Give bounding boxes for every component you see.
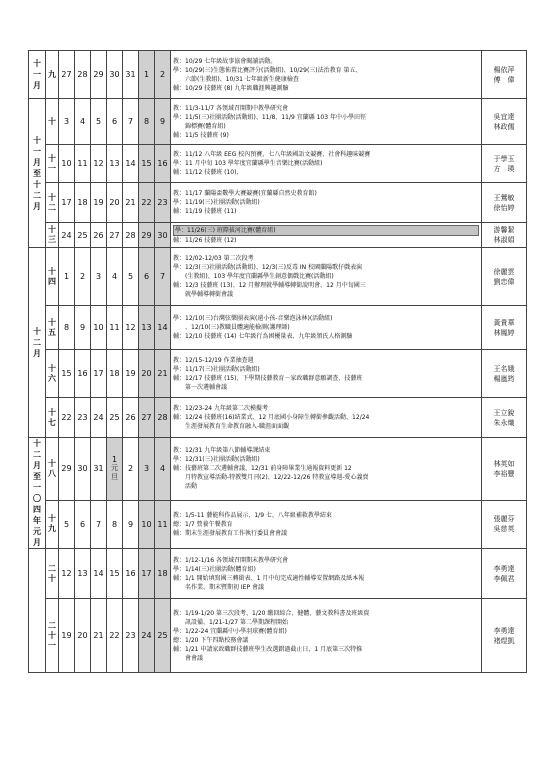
staff-name: 于學玉 [493,154,515,163]
calendar-day: 23 [123,599,139,673]
staff-name: 游馨絜 [493,226,515,234]
event-line: 學：11/5(三)社團活動(活動組)、11/8、11/9 宜蘭縣 103 年中小學田徑 [173,113,366,121]
calendar-day: 19 [59,599,75,673]
calendar-day: 18 [107,350,123,398]
week-row [29,51,527,99]
event-line: 學：12/3(三)社團活動(活動組)、12/3(三)反毒 IN 校園蘭陽歌仔戲表演 [173,264,363,271]
event-line: 教：11/17 蘭陽盃數學大賽競賽(宜蘭縣自然史教育館) [173,190,317,197]
holiday-label: 元 旦 [111,464,118,482]
calendar-day: 15 [139,145,155,183]
calendar-day: 9 [155,99,171,145]
calendar-day: 16 [75,350,91,398]
calendar-day: 7 [91,500,107,548]
week-number: 十 七 [46,398,59,438]
calendar-day: 30 [155,223,171,248]
responsible-staff [482,438,527,501]
week-row [29,145,527,183]
calendar-day: 10 [59,145,75,183]
week-row [29,350,527,398]
event-line: 就學輔導轉銜會議 [173,291,234,298]
week-number: 十 四 [46,248,59,306]
responsible-staff [482,183,527,223]
calendar-day: 5 [91,99,107,145]
calendar-day: 29 [59,438,75,501]
calendar-day: 9 [75,306,91,350]
staff-name: 褚煜凱 [493,636,515,645]
calendar-day: 1 元 旦 [107,438,123,501]
calendar-day: 28 [75,51,91,99]
responsible-staff [482,223,527,248]
calendar-day: 6 [139,248,155,306]
staff-name: 李勇達 [493,564,515,573]
calendar-day: 30 [75,438,91,501]
calendar-day: 6 [75,500,91,548]
event-line: 月特教宣導活動-特教雙月刊(2)、12/22-12/26 特教宣導週-愛心義賣 [173,474,369,482]
week-events [171,350,482,398]
calendar-day: 8 [59,306,75,350]
month-label: 十 二 月 [29,248,46,438]
calendar-day: 11 [107,306,123,350]
calendar-day: 8 [107,500,123,548]
staff-name: 李裕豐 [493,469,515,478]
calendar-day: 23 [75,398,91,438]
calendar-day: 6 [107,99,123,145]
event-line: 、12/10(三)教職員體適能檢測(護理師) [173,324,290,331]
event-line: 活動 [173,483,198,491]
event-line: 學：11 月中旬 103 學年度宜蘭縣學生音樂比賽(活動組) [173,160,323,167]
staff-name: 吳慈英 [493,525,515,534]
calendar-day: 20 [139,350,155,398]
event-line: 輔：11/26 技藝班 (12) [173,237,237,244]
responsible-staff [482,248,527,306]
week-row [29,500,527,548]
calendar-day: 28 [123,223,139,248]
event-line: 訊設備、1/21-1/27 第二學期課程開始 [173,618,289,626]
event-line: 輔：1/1 開始填寫國三轉銜表、1 月中旬完成適性輔導安置網路及紙本報 [173,574,365,582]
week-row [29,248,527,306]
calendar-day: 15 [107,549,123,599]
calendar-day: 23 [155,183,171,223]
event-line: 學：11/17(三)社團活動(活動組) [173,365,260,373]
staff-name: 楊依萍 [493,65,515,74]
staff-name: 王立銳 [493,408,515,417]
event-line: 總：1/20 下午四點校務會議 [173,636,249,644]
calendar-day: 17 [59,183,75,223]
week-events [171,398,482,438]
event-line: 輔：12/10 技藝班 (14) 七年級行為困擾量表、九年級領氏人格測驗 [173,333,353,340]
calendar-day: 13 [75,549,91,599]
month-label: 十 一 月 [29,51,46,99]
responsible-staff [482,350,527,398]
event-line: 教：12/23-24 九年級第二次模擬考 [173,405,268,412]
calendar-day: 16 [123,549,139,599]
calendar-day: 3 [59,99,75,145]
calendar-day: 25 [107,398,123,438]
event-line: 輔：12/17 技藝班 (15)、下學期技藝教育－家政職群意願調查、技藝班 [173,374,363,382]
event-line: 教：10/29 七年級故事協會閱讀活動。 [173,57,277,65]
calendar-day: 26 [123,398,139,438]
calendar-day: 22 [59,398,75,438]
week-number: 十 五 [46,306,59,350]
event-line: 學：11/26(三) 班際拔河比賽(體育組) [173,225,479,236]
calendar-day: 15 [59,350,75,398]
staff-name: 林鳳婷 [493,328,515,337]
week-row [29,398,527,438]
calendar-day: 2 [123,438,139,501]
calendar-day: 29 [139,223,155,248]
calendar-day: 25 [75,223,91,248]
staff-name: 王名娥 [493,364,515,373]
calendar-day: 28 [155,398,171,438]
calendar-day: 14 [91,549,107,599]
staff-name: 朱永熾 [493,418,515,427]
responsible-staff [482,398,527,438]
month-label [29,549,46,673]
calendar-day: 26 [91,223,107,248]
event-line: 生涯發展教育生命教育融入-職涯面面觀 [173,423,290,430]
staff-name: 劉忠偉 [493,277,515,286]
calendar-day: 24 [91,398,107,438]
calendar-day: 16 [155,145,171,183]
event-line: 輔：11/12 技藝班 (10)、 [173,169,243,176]
week-number: 九 [46,51,59,99]
calendar-day: 29 [91,51,107,99]
responsible-staff [482,306,527,350]
event-line: 輔：1/21 申請家政職群技藝班學生改選錯過截止日、1 月底第三次特推 [173,645,363,653]
calendar-day: 5 [123,248,139,306]
calendar-day: 31 [123,51,139,99]
calendar-day: 17 [91,350,107,398]
staff-name: 李勇達 [493,626,515,635]
week-number: 十 八 [46,438,59,501]
responsible-staff [482,500,527,548]
month-label: 十 二 月 至 一 〇 四 年 元 月 [29,438,46,549]
calendar-day: 21 [91,599,107,673]
event-line: 第一次遴輔會議 [173,383,228,391]
event-line: 學：10/29(三)生態佈置比賽評分(活動組)、10/29(三)法治教育 第五、 [173,66,362,74]
staff-name: 黃貴華 [493,318,515,327]
calendar-day: 4 [155,438,171,501]
staff-name: 王鶯敏 [493,193,515,202]
event-line: 輔：11/5 技藝班 (9) [173,131,229,139]
calendar-day: 19 [91,183,107,223]
calendar-day: 2 [155,51,171,99]
calendar-day: 30 [107,51,123,99]
event-line: 輔：12/24 技藝班(16)結業式、12 月底國小身障生轉銜參觀活動、12/24 [173,414,370,421]
week-events [171,306,482,350]
week-number: 二 十 一 [46,599,59,673]
calendar-day: 8 [139,99,155,145]
week-row [29,438,527,501]
event-line: 總：1/7 營養午餐教育 [173,520,233,528]
responsible-staff [482,145,527,183]
responsible-staff [482,599,527,673]
calendar-day: 22 [139,183,155,223]
calendar-day: 18 [75,183,91,223]
calendar-day: 1 [139,51,155,99]
week-number: 十 二 [46,183,59,223]
calendar-day: 20 [75,599,91,673]
week-number: 十 一 [46,145,59,183]
week-number: 十 三 [46,223,59,248]
event-line: 教：12/15-12/19 作業抽查週 [173,356,254,364]
calendar-day: 5 [59,500,75,548]
calendar-day: 13 [139,306,155,350]
week-events [171,248,482,306]
week-row [29,306,527,350]
event-line: (生教組)、103 學年度宜蘭縣學生創意偶戲比賽(活動組) [173,273,334,280]
week-row [29,99,527,145]
calendar-day: 24 [139,599,155,673]
staff-name: 林英如 [493,459,515,468]
calendar-day: 9 [123,500,139,548]
event-line: 學：1/14(三)社團活動(體育組) [173,565,256,573]
staff-name: 李佩君 [493,574,515,583]
calendar-day: 14 [155,306,171,350]
staff-name: 吳宜達 [493,112,515,121]
event-line: 教：11/3-11/7 各領域召開期中教學研究會 [173,104,289,112]
week-events [171,599,482,673]
staff-name: 徐麗雲 [493,267,515,276]
staff-name: 林政儒 [493,122,515,131]
responsible-staff [482,549,527,599]
event-line: 學：12/31(三)社團活動(活動組) [173,456,260,464]
calendar-day: 13 [107,145,123,183]
staff-name: 徐怡婷 [493,203,515,212]
event-line: 會會議 [173,654,204,662]
staff-name: 林淑娟 [493,236,515,244]
week-events [171,99,482,145]
week-events [171,183,482,223]
calendar-day: 27 [59,51,75,99]
month-label: 十 一 月 至 十 二 月 [29,99,46,248]
calendar-day: 25 [155,599,171,673]
event-line: 教：12/31 九年級第八節輔導課結束 [173,447,271,455]
staff-name: 傅 偉 [493,75,515,84]
calendar-day: 19 [123,350,139,398]
event-line: 教：11/12 八年級 EEG 校內預賽、七八年級國語文競賽、社會科趣味競賽 [173,151,371,158]
week-events [171,223,482,248]
calendar-day: 11 [155,500,171,548]
event-line: 教：1/12-1/16 各領域召開期末教學研究會 [173,556,289,564]
calendar-day: 24 [59,223,75,248]
event-line: 教：12/02-12/03 第二次段考 [173,255,254,262]
event-line: 錦標賽(體育組) [173,122,226,130]
week-events [171,549,482,599]
calendar-day: 20 [107,183,123,223]
staff-name: 方 瑛 [493,164,515,173]
calendar-day: 3 [91,248,107,306]
event-line: 學：1/22-24 宜蘭縣中小學羽球賽(體育組) [173,627,287,635]
calendar-table [28,50,527,673]
calendar-day: 14 [123,145,139,183]
calendar-day: 11 [75,145,91,183]
responsible-staff [482,51,527,99]
school-calendar-page [28,50,526,742]
calendar-day: 17 [139,549,155,599]
event-line: 教：1/19-1/20 第三次段考、1/20 繳回綜合、健體、藝文教科書及班級資 [173,609,370,617]
calendar-day: 27 [107,223,123,248]
calendar-day: 3 [139,438,155,501]
event-line: 學：11/19(三)社團活動(活動組) [173,199,260,206]
week-events [171,145,482,183]
event-line: 輔：期末生涯發展教育工作執行委員會會議 [173,529,288,537]
calendar-day: 10 [91,306,107,350]
calendar-day: 18 [155,549,171,599]
week-events [171,51,482,99]
calendar-day: 12 [91,145,107,183]
calendar-day: 4 [75,99,91,145]
week-number: 十 六 [46,350,59,398]
event-line: 輔：11/19 技藝班 (11) [173,208,237,215]
week-events [171,438,482,501]
week-number: 十 [46,99,59,145]
week-row [29,183,527,223]
event-line: 名作業、期末暨期初 IEP 會議 [173,583,264,591]
event-line: 輔：技藝班第二次遴輔會議、12/31 前身障畢業生通報資料更新 12 [173,465,352,473]
calendar-day: 4 [107,248,123,306]
calendar-day: 7 [123,99,139,145]
calendar-day: 12 [123,306,139,350]
calendar-day: 31 [91,438,107,501]
event-line: 輔：10/29 技藝班 (8) 九年級職涯興趣測驗 [173,84,289,92]
staff-name: 張麗芬 [493,515,515,524]
calendar-day: 2 [75,248,91,306]
event-line: 輔：12/3 技藝班 (13)、12 月辦理就學輔導轉銜說明會、12 月中旬國三 [173,282,366,289]
calendar-day: 27 [139,398,155,438]
event-line: 六節(生教組)、10/31 七年級新生健康檢查 [173,75,299,83]
week-row [29,599,527,673]
week-row [29,223,527,248]
calendar-day: 10 [139,500,155,548]
calendar-day: 1 [59,248,75,306]
calendar-day: 22 [107,599,123,673]
calendar-day: 21 [155,350,171,398]
event-line: 學：12/10(三)台灣弦樂團表演(遠小孩-音樂泡泳林)(活動組) [173,315,333,322]
week-number: 十 九 [46,500,59,548]
staff-name: 楊嵐筠 [493,374,515,383]
responsible-staff [482,99,527,145]
event-line: 教：1/5-11 藝能科作品展示、1/9 七、八年級補救教學結束 [173,511,332,519]
week-number: 二 十 [46,549,59,599]
week-events [171,500,482,548]
calendar-day: 12 [59,549,75,599]
calendar-day: 7 [155,248,171,306]
week-row [29,549,527,599]
calendar-day: 21 [123,183,139,223]
